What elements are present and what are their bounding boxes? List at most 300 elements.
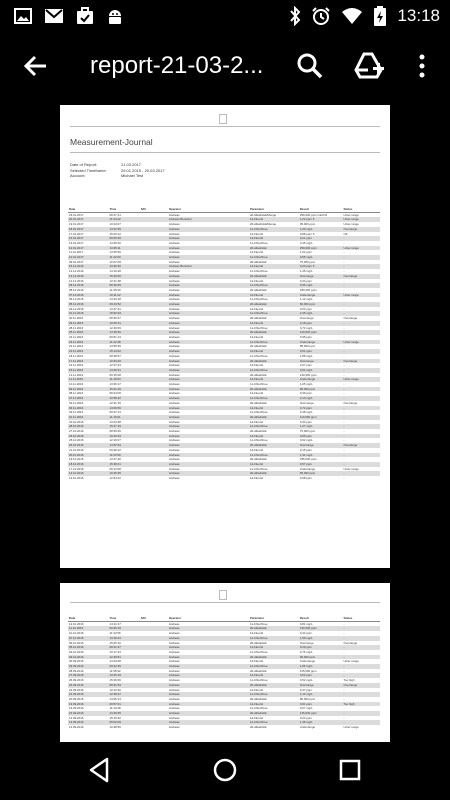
table-cell: 08:13:08 <box>109 466 121 471</box>
table-cell: Unter range <box>343 217 380 222</box>
table-cell: 3,45 mg/L <box>299 240 313 245</box>
nav-home-icon[interactable] <box>210 755 240 785</box>
measurement-table <box>68 207 380 481</box>
report-title: Measurement-Journal <box>70 137 153 147</box>
table-cell: 70,000 ppm <box>299 429 316 434</box>
table-cell: Overrange <box>343 400 358 405</box>
table-cell: 120,000 ppm <box>299 330 343 335</box>
table-cell: 11-Chlor/Free <box>249 649 268 654</box>
table-cell: 20-Alkalinität <box>249 372 267 377</box>
table-cell: 0,64 mg/L <box>299 368 343 373</box>
table-cell: - <box>343 415 380 420</box>
table-cell: 14:33:18 <box>109 297 121 302</box>
table-cell: Unter range <box>343 246 380 251</box>
table-cell: 14-Fluorid <box>249 645 299 650</box>
table-cell: Andreas <box>168 664 249 669</box>
table-cell: Overrange <box>343 359 380 364</box>
table-cell: 27.10.2016 <box>69 429 84 434</box>
table-cell: 15:16:22 <box>109 715 121 720</box>
table-cell: 26.10.2016 <box>68 434 109 439</box>
table-cell: Andreas <box>168 645 249 650</box>
table-row <box>68 476 380 481</box>
table-cell: 11-Chlor/Free <box>249 424 299 429</box>
table-cell: Overrange <box>299 640 314 645</box>
drive-add-icon[interactable] <box>354 51 384 81</box>
table-cell: - <box>343 476 345 481</box>
table-cell: Underrange <box>299 725 316 730</box>
table-cell: 07.12.2016 <box>68 293 109 298</box>
table-cell: 20-Alkalinität <box>249 246 299 251</box>
table-cell: 14-Fluorid <box>249 349 299 354</box>
table-cell: 12:19:07 <box>109 438 121 443</box>
table-cell: 1,67 mg/L <box>299 424 343 429</box>
table-cell: 14-Fluorid <box>249 236 299 241</box>
table-cell: 1,38 mg/L <box>299 720 343 725</box>
column-header: Time <box>109 616 140 621</box>
table-cell: 11.10.2016 <box>68 626 109 631</box>
table-cell: Andreas <box>168 692 249 697</box>
android-icon <box>106 7 124 25</box>
table-cell: - <box>343 278 345 283</box>
table-cell: Andreas <box>168 466 180 471</box>
table-cell: 09.11.2016 <box>68 387 109 392</box>
table-cell: Andreas <box>168 696 180 701</box>
table-cell: Andreas <box>168 410 180 415</box>
table-cell: 11:58:32 <box>109 668 121 673</box>
table-cell: 20-Alkalinität <box>249 429 267 434</box>
table-cell: 27.09.2016 <box>68 673 109 678</box>
table-cell: 14:26:31 <box>109 368 140 373</box>
table-cell: 14.11.2016 <box>69 372 84 377</box>
table-cell: Andreas <box>168 236 249 241</box>
clock: 13:18 <box>397 6 440 25</box>
table-cell: 11-Chlor/Free <box>249 453 299 458</box>
table-cell: 15.11.2016 <box>68 368 109 373</box>
column-header: Date <box>68 616 109 621</box>
table-cell: 12.09.2016 <box>69 725 84 730</box>
table-cell: 0,81 mg/L <box>299 621 313 626</box>
table-cell: 10:11:22 <box>109 293 140 298</box>
table-cell: 0,95 ppm <box>299 334 312 339</box>
table-cell: 11-Chlor/Free <box>249 692 299 697</box>
table-cell: 08:02:09 <box>109 720 140 725</box>
table-cell: Andreas <box>168 212 180 217</box>
table-cell: Andreas <box>168 302 249 307</box>
table-cell: 12:54:22 <box>109 476 121 481</box>
table-cell: 95,000 ppm <box>299 222 316 227</box>
table-cell: 22.11.2016 <box>69 344 84 349</box>
table-cell: 180,000 ppm <box>299 287 317 292</box>
table-cell: 85,000 ppm <box>299 344 316 349</box>
table-cell: Andreas <box>168 626 249 631</box>
table-cell: 11:42:00 <box>109 255 140 260</box>
table-cell: 29.09.2016 <box>68 664 109 669</box>
table-cell: 12:49:51 <box>109 655 140 660</box>
table-cell: 20-Alkalinität <box>249 400 267 405</box>
table-cell: Andreas <box>168 621 180 626</box>
table-cell: Andreas <box>168 283 249 288</box>
measurement-table <box>68 616 380 730</box>
table-cell: 14-Fluorid <box>249 715 263 720</box>
table-cell: 14:05:14 <box>109 696 121 701</box>
table-cell: 10:12:40 <box>109 687 121 692</box>
table-cell: 08:41:37 <box>109 645 140 650</box>
column-header: Status <box>343 207 380 212</box>
table-cell: Overrange <box>343 227 380 232</box>
table-cell: 09.01.2017 <box>69 259 84 264</box>
table-cell: Underrange <box>299 377 343 382</box>
table-cell: 11-Chlor/Free <box>249 396 299 401</box>
table-cell: Andreas <box>168 334 180 339</box>
table-cell: - <box>343 297 345 302</box>
table-cell: 20-Alkalinität <box>249 655 299 660</box>
table-cell <box>140 725 168 730</box>
table-cell: 0,91 ppm <box>299 702 343 707</box>
table-cell: - <box>343 287 345 292</box>
table-cell: 11-Chlor/Free <box>249 283 299 288</box>
table-cell: Andreas <box>168 246 249 251</box>
table-cell: 30.09.2016 <box>69 659 84 664</box>
table-cell: Andreas <box>168 255 249 260</box>
table-cell: 04.10.2016 <box>69 649 84 654</box>
back-arrow-icon[interactable] <box>22 52 50 80</box>
table-cell: 14-Fluorid <box>249 476 263 481</box>
table-cell: 13.09.2016 <box>68 720 109 725</box>
table-cell: 11-Chlor/Free <box>249 706 268 711</box>
table-cell: 17.10.2016 <box>69 466 84 471</box>
table-cell: 13.01.2017 <box>69 240 84 245</box>
table-cell: 14-Fluorid <box>249 321 299 326</box>
table-cell: 06.12.2016 <box>69 297 84 302</box>
table-cell: 20-Alkalinität <box>249 696 267 701</box>
table-cell: 11-Chlor/Free <box>249 240 268 245</box>
table-cell: 10:29:40 <box>109 264 140 269</box>
table-cell: Overrange <box>343 640 358 645</box>
table-cell: 09:46:19 <box>109 626 140 631</box>
table-cell: 03.10.2016 <box>68 655 109 660</box>
table-cell: 18.01.2017 <box>68 227 109 232</box>
table-cell: 08:47:41 <box>109 212 121 217</box>
table-cell: 23.01.2017 <box>69 212 84 217</box>
table-cell: 20-Alkalinität <box>249 302 299 307</box>
table-cell: 20-Alkalinität <box>249 668 267 673</box>
table-cell: - <box>343 419 345 424</box>
table-cell: 11-Chlor/Free <box>249 255 299 260</box>
table-cell: 25.11.2016 <box>68 330 109 335</box>
table-cell: 20-Alkalinität <box>249 359 299 364</box>
table-cell: 20-Alkalinität <box>249 415 299 420</box>
table-cell: 20-Alkalinität <box>249 725 267 730</box>
table-cell: 1,59 mg/L <box>299 636 343 641</box>
table-cell: Andreas <box>168 250 180 255</box>
table-cell: Andreas <box>168 400 180 405</box>
table-cell: 20-Alkalinität <box>249 443 299 448</box>
table-cell: 0,96 mg/L <box>299 283 343 288</box>
table-cell: Overrange <box>299 274 343 279</box>
table-cell: 09:37:24 <box>109 410 121 415</box>
table-cell: 23.11.2016 <box>68 340 109 345</box>
table-cell: 0,44 ppm <box>299 278 312 283</box>
table-cell: 13:27:41 <box>109 306 121 311</box>
table-cell: 11:32:56 <box>109 631 121 636</box>
table-cell: - <box>343 240 345 245</box>
table-cell: 14-Fluorid <box>249 434 299 439</box>
table-cell: - <box>343 269 345 274</box>
table-cell: 08.12.2016 <box>69 287 84 292</box>
table-cell: 14-Fluorid <box>249 278 263 283</box>
table-cell: - <box>343 330 380 335</box>
table-cell: - <box>343 626 380 631</box>
table-cell: 31.10.2016 <box>69 419 84 424</box>
table-cell: - <box>343 344 345 349</box>
table-cell: 28.10.2016 <box>68 424 109 429</box>
table-cell: - <box>343 236 380 241</box>
table-cell: - <box>343 406 380 411</box>
table-cell: 15.12.2016 <box>68 264 109 269</box>
table-cell: Andreas <box>168 227 249 232</box>
table-cell: 20-Alkalinität <box>249 471 299 476</box>
table-cell: 11-Chlor/Free <box>249 636 299 641</box>
briefcase-check-icon <box>76 7 94 25</box>
table-cell: Andreas <box>168 321 249 326</box>
table-cell: 1,14 mg/L <box>299 692 343 697</box>
table-cell: 14:52:54 <box>109 443 140 448</box>
table-cell: 08.11.2016 <box>69 391 84 396</box>
table-cell: 09.12.2016 <box>68 283 109 288</box>
table-cell: 02.11.2016 <box>69 410 84 415</box>
table-cell: Andreas <box>168 649 180 654</box>
meta-value: Michael Test <box>121 173 144 178</box>
table-cell: Andreas <box>168 659 180 664</box>
search-icon[interactable] <box>296 52 324 80</box>
table-cell: Andreas <box>168 377 249 382</box>
table-cell: 14-Fluorid <box>249 377 299 382</box>
table-cell: 14-Fluorid <box>249 462 299 467</box>
table-cell: 13:44:38 <box>109 419 121 424</box>
table-cell: - <box>343 668 345 673</box>
table-cell: Andreas <box>168 316 180 321</box>
table-cell: 11-Chlor/Free <box>249 382 268 387</box>
table-cell: 15:00:12 <box>109 231 121 236</box>
table-cell: Andreas <box>168 269 180 274</box>
table-cell: Andreas <box>168 636 249 641</box>
table-cell: Andreas <box>168 415 249 420</box>
table-cell: 1,12 mg/L <box>299 297 313 302</box>
table-cell: - <box>343 311 380 316</box>
table-cell: 12.10.2016 <box>69 621 84 626</box>
table-cell: 11.01.2017 <box>69 250 84 255</box>
meta-key: Date of Report: <box>70 162 98 167</box>
table-cell: 02.12.2016 <box>69 306 84 311</box>
column-header: Result <box>299 616 343 621</box>
table-cell: 08:48:57 <box>109 353 121 358</box>
table-cell: 19.10.2016 <box>69 457 84 462</box>
table-cell: 11:49:53 <box>109 377 140 382</box>
table-cell: 145,000 ppm <box>299 711 343 716</box>
document-title: report-21-03-2... <box>90 52 264 79</box>
table-cell: Andreas <box>168 706 180 711</box>
table-cell: Andreas <box>168 368 249 373</box>
table-cell: 20.10.2016 <box>68 453 109 458</box>
table-cell: 155,000 ppm <box>299 457 317 462</box>
table-cell: Unter range <box>343 659 359 664</box>
table-cell: 1,22 ppm F <box>299 217 343 222</box>
column-header: Time <box>109 207 140 212</box>
table-cell: 13:36:17 <box>109 382 121 387</box>
pdf-page-1 <box>60 105 390 568</box>
table-cell: - <box>343 429 345 434</box>
table-cell: 08:24:06 <box>109 391 121 396</box>
table-cell: Unter range <box>343 293 380 298</box>
meta-row <box>70 173 165 179</box>
table-cell: - <box>343 302 380 307</box>
table-cell: Andreas <box>168 222 180 227</box>
table-cell: 21.09.2016 <box>68 692 109 697</box>
table-cell: 10:17:24 <box>109 649 121 654</box>
table-cell: Andreas <box>168 259 180 264</box>
table-cell: Andreas <box>168 419 180 424</box>
table-cell: 10.10.2016 <box>69 631 84 636</box>
table-cell: 13:29:35 <box>109 711 140 716</box>
table-cell: Andreas <box>168 655 249 660</box>
column-header: Status <box>343 616 380 621</box>
meta-value: 29.01.2015 - 20.03.2017 <box>121 167 165 173</box>
table-cell: 15:30:06 <box>109 274 140 279</box>
table-cell: 95,000 ppm <box>299 387 343 392</box>
table-cell: 1,45 mg/L <box>299 269 313 274</box>
table-cell <box>140 476 168 481</box>
table-cell: 0,57 ppm <box>299 462 343 467</box>
table-cell: 15:41:29 <box>109 387 140 392</box>
table-cell: 0,63 ppm <box>299 673 343 678</box>
table-cell: 14:09:50 <box>109 406 140 411</box>
table-cell: 08:59:46 <box>109 429 121 434</box>
table-cell: 09:57:01 <box>109 702 140 707</box>
table-cell: 140,000 ppm <box>299 372 317 377</box>
nav-recent-apps-icon[interactable] <box>335 755 365 785</box>
table-cell: 65,000 ppm <box>299 471 343 476</box>
table-cell: 10:26:35 <box>109 471 140 476</box>
table-cell: 01.11.2016 <box>68 415 109 420</box>
table-cell: 12:07:44 <box>109 363 121 368</box>
table-cell: 90,000 ppm <box>299 655 343 660</box>
table-cell: 11-Chlor/Free <box>249 664 299 669</box>
table-cell: 0,27 ppm <box>299 363 312 368</box>
app-bar <box>0 33 450 99</box>
table-cell: 14-Fluorid <box>249 306 263 311</box>
table-cell: 12.12.2016 <box>69 278 84 283</box>
table-cell: 14-Fluorid <box>249 702 299 707</box>
table-cell: Andreas <box>168 683 249 688</box>
table-cell: 0,92 mg/L <box>299 438 313 443</box>
table-cell: Andreas <box>168 462 249 467</box>
table-cell: 11-Chlor/Free <box>249 311 299 316</box>
table-cell: - <box>343 434 380 439</box>
more-options-icon[interactable] <box>414 52 430 80</box>
table-cell: - <box>343 631 345 636</box>
table-cell: 26.09.2016 <box>69 678 84 683</box>
table-row <box>68 725 380 730</box>
table-cell: Overrange <box>299 400 314 405</box>
gallery-icon <box>14 8 32 24</box>
page-header-icon <box>219 114 227 124</box>
table-cell: 04.11.2016 <box>69 400 84 405</box>
column-header: Operator <box>168 616 249 621</box>
table-cell: - <box>343 259 345 264</box>
table-cell: 75,000 ppm <box>299 259 316 264</box>
table-cell: 14.12.2016 <box>69 269 84 274</box>
table-cell: 13:47:26 <box>109 457 121 462</box>
meta-value: 21.03.2017 <box>121 162 142 167</box>
table-cell: - <box>343 424 380 429</box>
table-cell: 11:34:22 <box>109 217 140 222</box>
table-cell: - <box>343 453 380 458</box>
table-cell: 80,000 ppm <box>299 696 316 701</box>
table-cell: 20-Alkalinität <box>249 259 267 264</box>
table-cell: 0,23 ppm F <box>299 264 343 269</box>
table-cell: OK <box>343 231 348 236</box>
table-cell: 09:28:12 <box>109 447 121 452</box>
table-cell: 1,02 ppm <box>299 250 312 255</box>
alarm-icon <box>311 6 331 26</box>
table-cell: Andreas <box>168 391 180 396</box>
table-cell: 05.10.2016 <box>68 645 109 650</box>
table-cell: - <box>343 457 345 462</box>
table-cell: - <box>343 349 380 354</box>
table-cell: - <box>343 368 380 373</box>
table-cell: 14.10.2016 <box>68 471 109 476</box>
table-cell: 08:31:53 <box>109 683 140 688</box>
table-cell: 11:45:30 <box>109 287 121 292</box>
table-cell: 15:46:06 <box>109 678 121 683</box>
table-cell: 15:05:10 <box>109 640 121 645</box>
table-cell: Andreas <box>168 443 249 448</box>
table-cell: 11-Chlor/Free <box>249 720 299 725</box>
table-cell: 12:31:15 <box>109 400 121 405</box>
battery-icon <box>373 6 387 26</box>
table-cell: 11-Chlor/Free <box>249 269 268 274</box>
table-cell: 10.11.2016 <box>69 382 84 387</box>
table-cell: 14-Fluorid <box>249 687 263 692</box>
table-cell: 0,51 ppm <box>299 349 343 354</box>
table-cell: 12:38:27 <box>109 692 140 697</box>
table-cell: 2,35 mg/L <box>299 311 343 316</box>
table-cell: - <box>343 655 380 660</box>
table-cell: Andreas <box>168 363 180 368</box>
table-cell: 2,10 mg/L <box>299 396 343 401</box>
table-cell: Andreas <box>168 278 180 283</box>
table-cell: 60,000 ppm <box>299 302 343 307</box>
table-cell: Andreas <box>168 382 180 387</box>
table-cell: - <box>343 471 380 476</box>
table-cell: Overrange <box>299 683 343 688</box>
table-cell: 14:16:28 <box>109 269 121 274</box>
table-cell: 0,33 ppm <box>299 419 312 424</box>
table-cell: Andreas <box>168 240 180 245</box>
table-cell: 11-Chlor/Free <box>249 340 299 345</box>
table-cell: 11:16:01 <box>109 415 140 420</box>
table-cell: 115,000 ppm <box>299 668 317 673</box>
table-cell: - <box>343 372 345 377</box>
pdf-viewer[interactable] <box>0 99 450 742</box>
table-cell: 14:34:08 <box>109 659 121 664</box>
table-cell: - <box>343 645 380 650</box>
nav-back-icon[interactable] <box>85 755 115 785</box>
table-cell: Andreas <box>168 293 249 298</box>
table-cell: Andreas <box>168 372 180 377</box>
table-cell: 09:22:45 <box>109 664 140 669</box>
table-cell: Overrange <box>343 683 380 688</box>
